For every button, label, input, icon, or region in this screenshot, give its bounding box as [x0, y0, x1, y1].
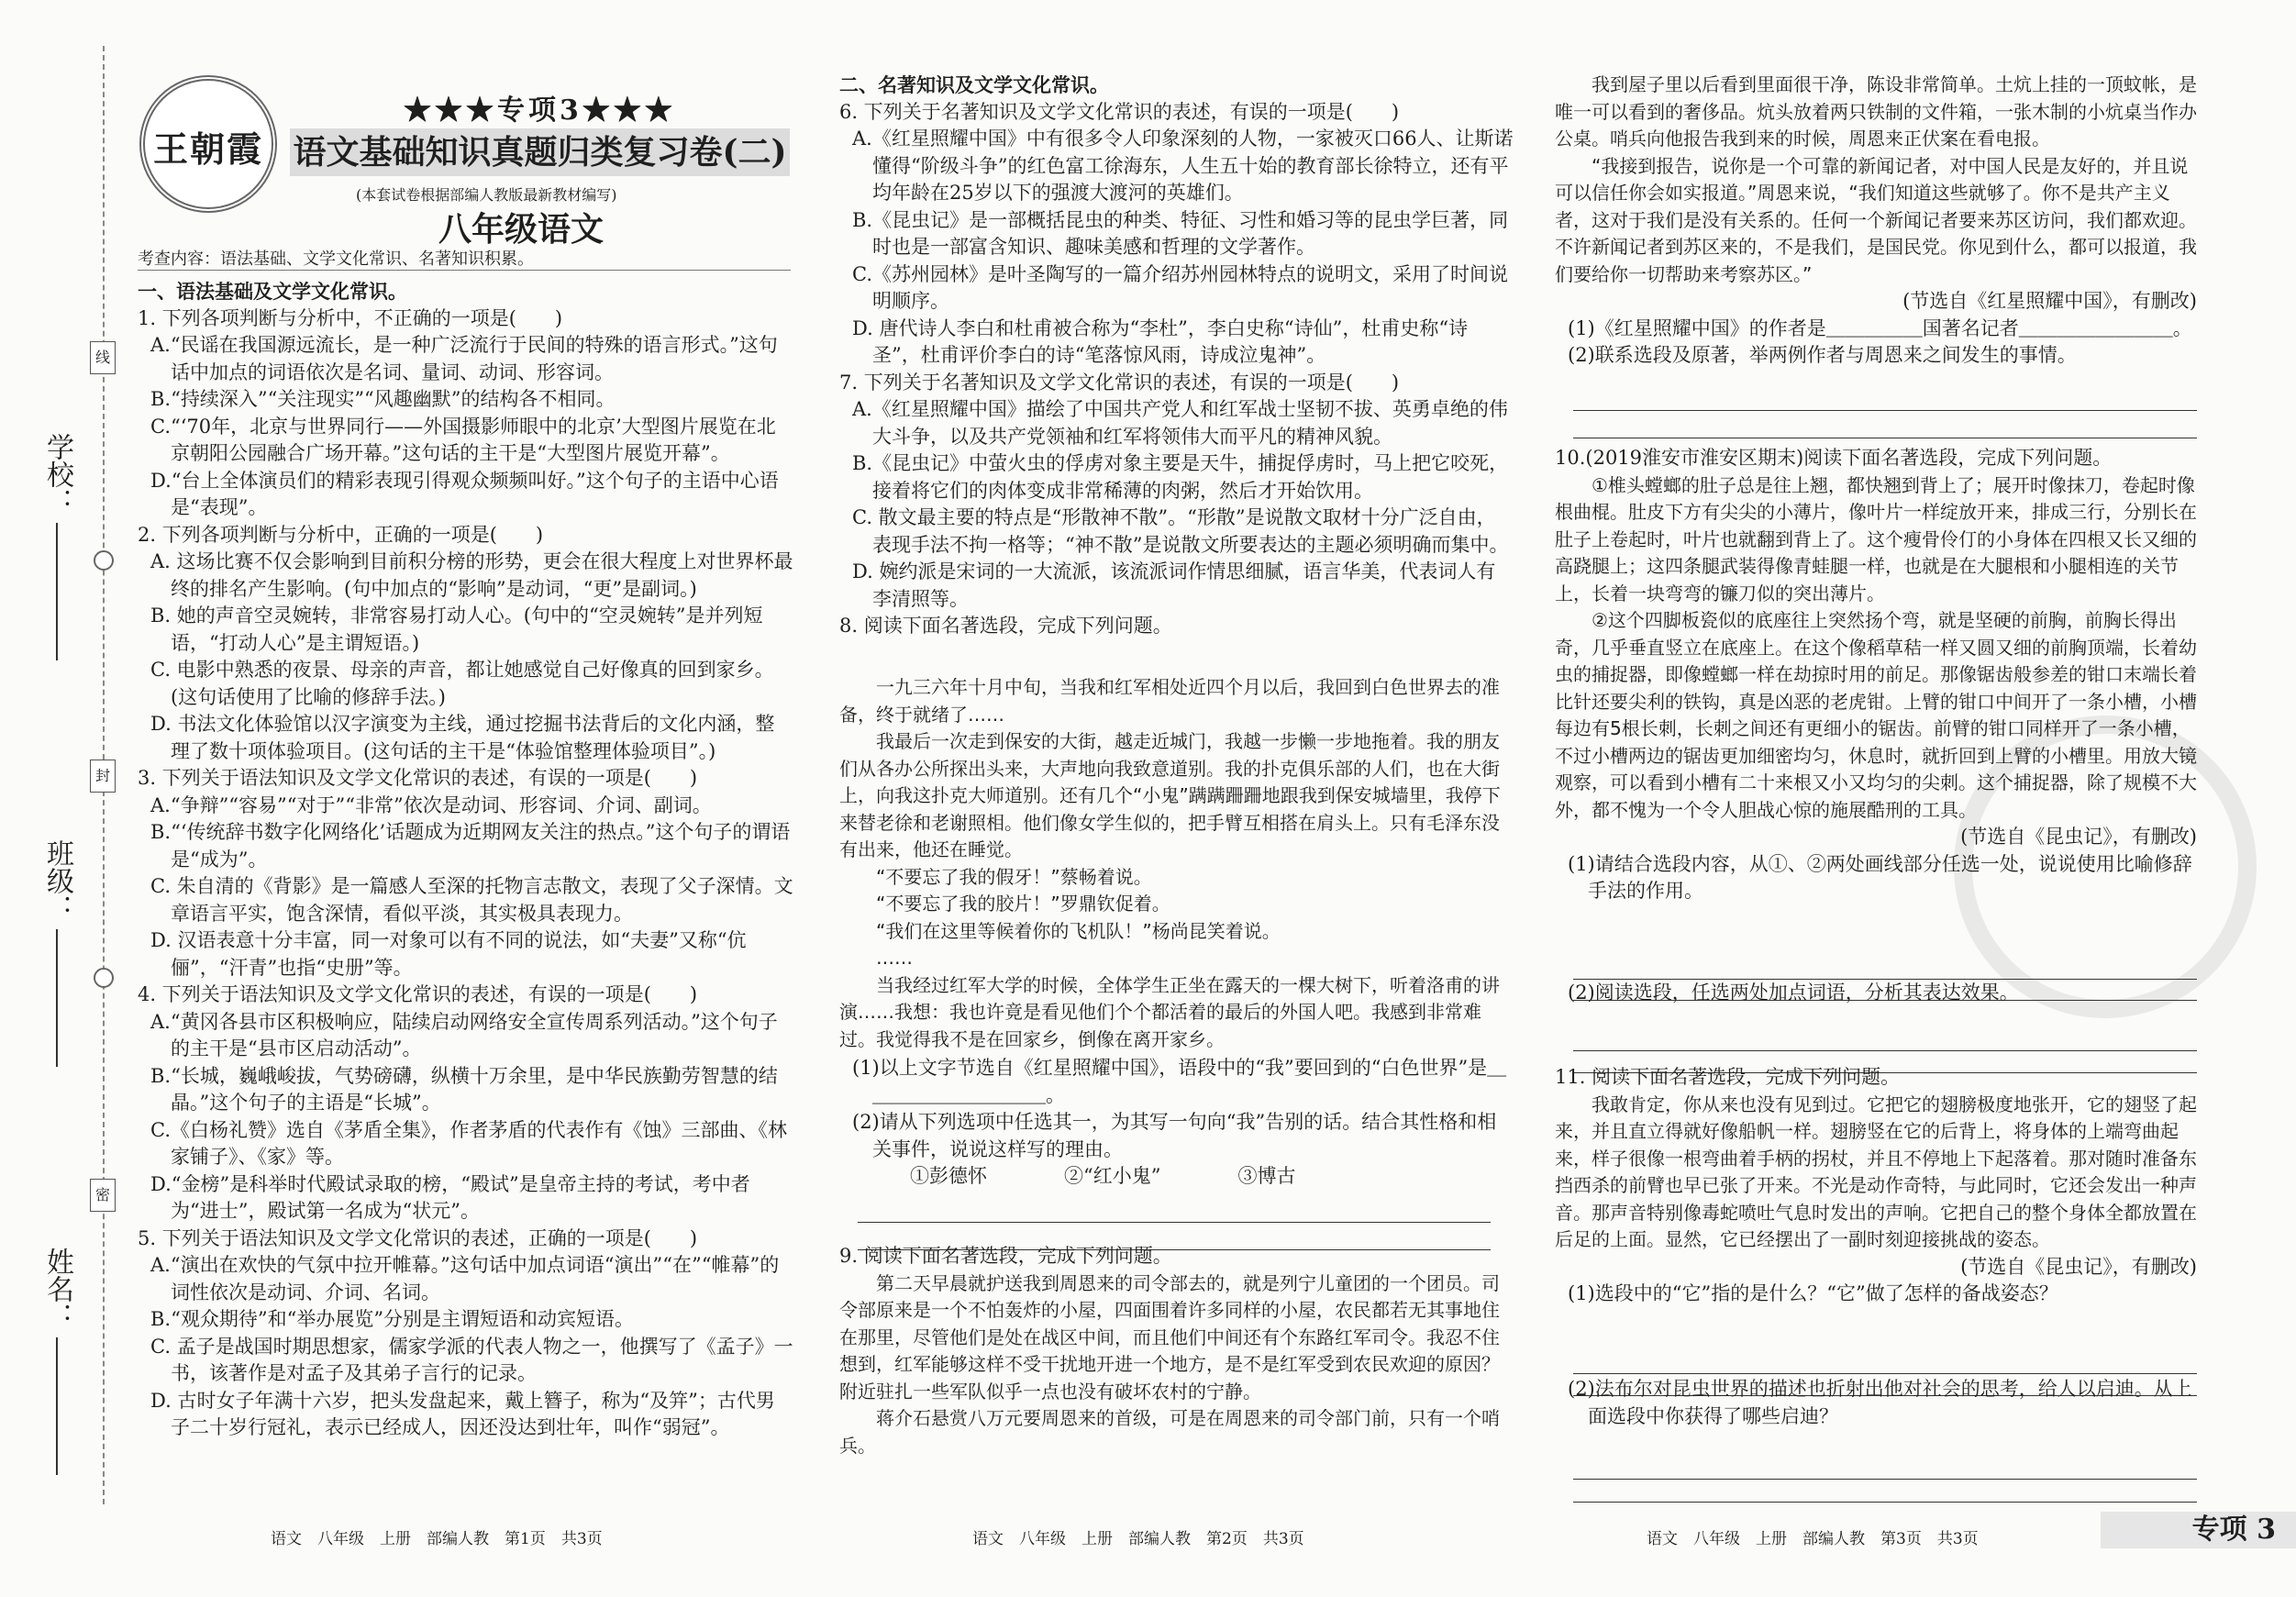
question-option: D. 古时女子年满十六岁，把头发盘起来，戴上簪子，称为“及笄”；古代男子二十岁行冠礼，表示已经成人，因还没达到壮年，叫作“弱冠”。 — [150, 1389, 775, 1438]
passage-paragraph: 当我经过红军大学的时候，全体学生正坐在露天的一棵大树下，听着洛甫的讲演……我想：我也许竟是看见他们个个都活着的最后的外国人吧。我感到非常难过。我觉得我不是在回家乡，倒像在离开家乡。 — [839, 973, 1500, 1050]
question-stem: 5. 下列关于语法知识及文学文化常识的表述，正确的一项是( ) — [138, 1226, 698, 1249]
question-option: A.《红星照耀中国》中有很多令人印象深刻的人物，一家被灭口66人、让斯诺懂得“阶级斗争”的红色富工徐海东，人生五十始的教育部长徐特立，还有平均年龄在25岁以下的强渡大渡河的英雄们。 — [852, 128, 1514, 204]
question-option: A.“民谣在我国源远流长，是一种广泛流行于民间的特殊的语言形式。”这句话中加点的词语依次是名词、量词、动词、形容词。 — [150, 334, 778, 383]
strip-tag-seal: 封 — [90, 760, 116, 793]
class-field[interactable] — [37, 839, 77, 1067]
question-stem: 11. 阅读下面名著选段，完成下列问题。 — [1555, 1066, 1901, 1088]
answer-line[interactable] — [1573, 385, 2197, 411]
question-option: A. 这场比赛不仅会影响到目前积分榜的形势，更会在很大程度上对世界杯最终的排名产生影响。(句中加点的“影响”是动词，“更”是副词。) — [150, 550, 793, 600]
name-field[interactable] — [37, 1248, 77, 1475]
passage-paragraph: ①椎头螳螂的肚子总是往上翘，都快翘到背上了；展开时像抹刀，卷起时像根曲棍。肚皮下方有尖尖的小薄片，像叶片一样绽放开来，排成三行，分别长在肚子上卷起时，叶片也就翻到背上了。这个瘦骨伶仃的小身体在四根又长又细的高跷腿上；这四条腿武装得像青蛙腿一样，也就是在大腿根和小腿相连的关节上，长着一块弯弯的镰刀似的突出薄片。 — [1555, 473, 2197, 604]
question-stem: 9. 阅读下面名著选段，完成下列问题。 — [839, 1245, 1172, 1267]
grade-subject: 八年级语文 — [438, 210, 605, 249]
question-stem: 8. 阅读下面名著选段，完成下列问题。 — [839, 615, 1172, 637]
question-option: B.《昆虫记》中萤火虫的俘虏对象主要是天牛，捕捉俘虏时，马上把它咬死，接着将它们的肉体变成非常稀薄的肉粥，然后才开始饮用。 — [852, 452, 1509, 502]
question-stem: 1. 下列各项判断与分析中，不正确的一项是( ) — [138, 306, 563, 329]
question-stem: 6. 下列关于名著知识及文学文化常识的表述，有误的一项是( ) — [839, 100, 1400, 123]
question-option: B.“长城，巍峨峻拔，气势磅礴，纵横十万余里，是中华民族勤劳智慧的结晶。”这个句子的主语是“长城”。 — [150, 1064, 778, 1114]
question-option: C. 散文最主要的特点是“形散神不散”。“形散”是说散文取材十分广泛自由，表现手法不拘一格等；“神不散”是说散文所要表达的主题必须明确而集中。 — [852, 506, 1509, 556]
question-option: A.《红星照耀中国》描绘了中国共产党人和红军战士坚韧不拔、英勇卓绝的伟大斗争，以及共产党领袖和红军将领伟大而平凡的精神风貌。 — [852, 398, 1508, 448]
passage-paragraph: “我们在这里等候着你的飞机队！”杨尚昆笑着说。 — [876, 919, 1281, 942]
passage-paragraph: 我最后一次走到保安的大街，越走近城门，我越一步懒一步地拖着。我的朋友们从各办公所探出头来，大声地向我致意道别。我的扑克俱乐部的人们，也在大街上，向我这扑克大师道别。还有几个“小鬼”蹒蹒跚跚地跟我到保安城墙里，我停下来替老徐和老谢照相。他们像女学生似的，把手臂互相搭在肩头上。只有毛泽东没有出来，他还在睡觉。 — [839, 730, 1501, 860]
publisher-logo: 王朝霞 — [139, 75, 277, 213]
binding-hole — [94, 968, 114, 988]
question-option: C. 朱自清的《背影》是一篇感人至深的托物言志散文，表现了父子深情。文章语言平实，饱含深情，看似平淡，其实极具表现力。 — [150, 875, 793, 925]
question-option: A.“黄冈各县市区积极响应，陆续启动网络安全宣传周系列活动。”这个句子的主干是“县市区启动活动”。 — [150, 1010, 778, 1059]
question-option: (1)《红星照耀中国》的作者是＿＿＿＿＿国著名记者＿＿＿＿＿＿＿＿。 — [1568, 316, 2192, 339]
passage-paragraph: ②这个四脚板瓷似的底座往上突然扬个弯，就是坚硬的前胸，前胸长得出奇，几乎垂直竖立在底座上。在这个像稻草秸一样又圆又细的前胸顶端，长着幼虫的捕捉器，即像螳螂一样在劫掠时用的前足。那像锯齿般参差的钳口末端长着比针还要尖利的铁钩，真是凶恶的老虎钳。上臂的钳口中间开了一条小槽，小槽每边有5根长刺，长刺之间还有更细小的锯齿。前臂的钳口同样开了一条小槽，不过小槽两边的锯齿更加细密均匀，休息时，就折回到上臂的小槽里。用放大镜观察，可以看到小槽有二十来根又小又均匀的尖刺。这个捕捉器，除了规模不大外，都不愧为一个令人胆战心惊的施展酷刑的工具。 — [1555, 609, 2197, 821]
question-option: D.“金榜”是科举时代殿试录取的榜，“殿试”是皇帝主持的考试，考中者为“进士”，殿试第一名成为“状元”。 — [150, 1172, 750, 1222]
question-option: B.“持续深入”“关注现实”“风趣幽默”的结构各不相同。 — [150, 388, 616, 410]
question-option: C.“‘70年，北京与世界同行——外国摄影师眼中的北京’大型图片展览在北京朝阳公园融合广场开幕。”这句话的主干是“大型图片展览开幕”。 — [150, 415, 776, 464]
series-badge: ★★★专项3★★★ — [404, 94, 676, 127]
question-option: B.“‘传统辞书数字化网络化’话题成为近期网友关注的热点。”这个句子的谓语是“成为”。 — [150, 821, 791, 871]
passage-paragraph: “我接到报告，说你是一个可靠的新闻记者，对中国人民是友好的，并且说可以信任你会如实报道。”周恩来说，“我们知道这些就够了。你不是共产主义者，这对于我们是没有关系的。任何一个新闻记者要来苏区访问，我们都欢迎。不许新闻记者到苏区来的，不是我们，是国民党。你见到什么，都可以报道，我们要给你一切帮助来考察苏区。” — [1555, 154, 2197, 285]
question-stem: 10.(2019淮安市淮安区期末)阅读下面名著选段，完成下列问题。 — [1555, 447, 2113, 469]
question-option: B. 她的声音空灵婉转，非常容易打动人心。(句中的“空灵婉转”是并列短语，“打动人心”是主谓短语。) — [150, 604, 763, 654]
passage-paragraph: “不要忘了我的胶片！”罗鼎钦促着。 — [876, 893, 1170, 915]
passage-paragraph: 我敢肯定，你从来也没有见到过。它把它的翅膀极度地张开，它的翅竖了起来，并且直立得就好像船帆一样。翅膀竖在它的后背上，将身体的上端弯曲起来，样子很像一根弯曲着手柄的拐杖，并且不停地上下起落着。那对随时准备东挡西杀的前臂也早已张了开来。不光是动作奇特，与此同时，它还会发出一种声音。那声音特别像毒蛇喷吐气息时发出的声响。它把自己的整个身体全都放置在后足的上面。显然，它已经摆出了一副时刻迎接挑战的姿态。 — [1555, 1092, 2197, 1250]
passage-paragraph: “不要忘了我的假牙！”蔡畅着说。 — [876, 865, 1152, 888]
question-option: (2)法布尔对昆虫世界的描述也折射出他对社会的思考，给人以启迪。从上面选段中你获得了哪些启迪？ — [1568, 1378, 2192, 1427]
question-option: D. 书法文化体验馆以汉字演变为主线，通过挖掘书法背后的文化内涵，整理了数十项体验项目。(这句话的主干是“体验馆整理体验项目”。) — [150, 713, 775, 762]
section-heading: 二、名著知识及文学文化常识。 — [839, 73, 1109, 96]
question-option: (1)选段中的“它”指的是什么？“它”做了怎样的备战姿态？ — [1568, 1282, 2058, 1304]
question-option: A.“争辩”“容易”“对于”“非常”依次是动词、形容词、介词、副词。 — [150, 793, 712, 816]
passage-9 — [839, 1243, 1514, 1459]
question-stem: 4. 下列关于语法知识及文学文化常识的表述，有误的一项是( ) — [138, 983, 698, 1005]
question-option: D. 唐代诗人李白和杜甫被合称为“李杜”，李白史称“诗仙”，杜甫史称“诗圣”，杜甫评价李白的诗“笔落惊风雨，诗成泣鬼神”。 — [852, 316, 1469, 366]
question-option: C.《苏州园林》是叶圣陶写的一篇介绍苏州园林特点的说明文，采用了时间说明顺序。 — [852, 262, 1508, 312]
question-option: A.“演出在欢快的气氛中拉开帷幕。”这句话中加点词语“演出”“在”“帷幕”的词性依次是动词、介词、名词。 — [150, 1254, 780, 1303]
passage-paragraph: 一九三六年十月中旬，当我和红军相处近四个月以后，我回到白色世界去的准备，终于就绪了…… — [839, 676, 1500, 726]
question-stem: 3. 下列关于语法知识及文学文化常识的表述，有误的一项是( ) — [138, 767, 698, 789]
question-option: C. 孟子是战国时期思想家，儒家学派的代表人物之一，他撰写了《孟子》一书，该著作是对孟子及其弟子言行的记录。 — [150, 1335, 793, 1384]
school-label: 学校： — [41, 433, 73, 516]
strip-tag-dense: 密 — [90, 1179, 116, 1212]
column-2-mcq — [839, 72, 1514, 640]
questions-8 — [839, 1055, 1514, 1191]
section-heading: 一、语法基础及文学文化常识。 — [138, 280, 407, 303]
passage-paragraph: (节选自《红星照耀中国》，有删改) — [1902, 290, 2197, 312]
question-option: (2)联系选段及原著，举两例作者与周恩来之间发生的事情。 — [1568, 344, 2077, 366]
question-option: (1)以上文字节选自《红星照耀中国》，语段中的“我”要回到的“白色世界”是＿＿＿＿＿＿＿＿＿＿。 — [852, 1057, 1507, 1106]
footer-page-2: 语文 八年级 上册 部编人教 第2页 共3页 — [972, 1530, 1304, 1548]
question-option: B.“观众期待”和“举办展览”分别是主谓短语和动宾短语。 — [150, 1308, 635, 1330]
question-option: D. 汉语表意十分丰富，同一对象可以有不同的说法，如“夫妻”又称“伉俪”，“汗青”也指“史册”等。 — [150, 929, 747, 979]
passage-8 — [839, 674, 1514, 1053]
page-title: 语文基础知识真题归类复习卷(二) — [290, 128, 790, 176]
footer-page-3: 语文 八年级 上册 部编人教 第3页 共3页 — [1647, 1530, 1979, 1548]
corner-badge: 专项 3 — [2101, 1512, 2296, 1548]
passage-paragraph: (节选自《昆虫记》，有删改) — [1960, 1255, 2197, 1278]
answer-line[interactable] — [858, 1197, 1491, 1223]
passage-paragraph: …… — [876, 947, 913, 969]
answer-line[interactable] — [1573, 413, 2197, 438]
edition-note: (本套试卷根据部编人教版最新教材编写) — [356, 186, 617, 204]
question-option: C.《白杨礼赞》选自《茅盾全集》，作者茅盾的代表作有《蚀》三部曲、《林家铺子》、《家》等。 — [150, 1118, 787, 1168]
passage-paragraph: (节选自《昆虫记》，有删改) — [1960, 826, 2197, 848]
passage-paragraph: 蒋介石悬赏八万元要周恩来的首级，可是在周恩来的司令部门前，只有一个哨兵。 — [839, 1407, 1500, 1457]
exam-scope: 考查内容：语法基础、文学文化常识、名著知识积累。 — [138, 250, 534, 269]
question-option: (1)请结合选段内容，从①、②两处画线部分任选一处，说说使用比喻修辞手法的作用。 — [1568, 852, 2192, 902]
passage-10 — [1555, 445, 2197, 905]
class-label: 班级： — [41, 839, 73, 922]
name-label: 姓名： — [41, 1248, 73, 1330]
question-option: D.“台上全体演员们的精彩表现引得观众频频叫好。”这个句子的主语中心语是“表现”。 — [150, 469, 779, 518]
question-option: D. 婉约派是宋词的一大流派，该流派词作情思细腻，语言华美，代表词人有李清照等。 — [852, 560, 1496, 610]
question-10-2 — [1555, 980, 2197, 1007]
question-stem: 7. 下列关于名著知识及文学文化常识的表述，有误的一项是( ) — [839, 371, 1400, 394]
answer-line[interactable] — [1573, 1454, 2197, 1480]
passage-9-cont — [1555, 72, 2197, 370]
question-stem: 2. 下列各项判断与分析中，正确的一项是( ) — [138, 523, 544, 546]
school-field[interactable] — [37, 433, 77, 660]
passage-paragraph: 第二天早晨就护送我到周恩来的司令部去的，就是列宁儿童团的一个团员。司令部原来是一个不怕轰炸的小屋，四面围着许多同样的小屋，农民都若无其事地住在那里，尽管他们是处在战区中间，而且他们中间还有个东路红军司令。我忍不住想到，红军能够这样不受干扰地开进一个地方，是不是红军受到农民欢迎的原因？附近驻扎一些军队似乎一点也没有破坏农村的宁静。 — [839, 1271, 1500, 1403]
question-option: B.《昆虫记》是一部概括昆虫的种类、特征、习性和婚习等的昆虫学巨著，同时也是一部富含知识、趣味美感和哲理的文学著作。 — [852, 208, 1509, 258]
answer-line[interactable] — [1573, 1477, 2197, 1503]
question-option: C. 电影中熟悉的夜景、母亲的声音，都让她感觉自己好像真的回到家乡。(这句话使用了比喻的修辞手法。) — [150, 659, 774, 708]
question-11-2 — [1555, 1376, 2197, 1430]
passage-11 — [1555, 1064, 2197, 1308]
question-option: ①彭德怀 ②“红小鬼” ③博古 — [852, 1165, 1296, 1187]
footer-page-1: 语文 八年级 上册 部编人教 第1页 共3页 — [271, 1530, 603, 1548]
column-1 — [138, 278, 793, 1442]
question-option: (2)阅读选段，任选两处加点词语，分析其表达效果。 — [1568, 981, 2019, 1004]
question-option: (2)请从下列选项中任选其一，为其写一句向“我”告别的话。结合其性格和相关事件，说说这样写的理由。 — [852, 1111, 1497, 1160]
strip-tag-line: 线 — [90, 341, 116, 374]
binding-hole — [94, 550, 114, 571]
passage-paragraph: 我到屋子里以后看到里面很干净，陈设非常简单。土炕上挂的一顶蚊帐，是唯一可以看到的奢侈品。炕头放着两只铁制的文件箱，一张木制的小炕桌当作办公桌。哨兵向他报告我到来的时候，周恩来正伏案在看电报。 — [1555, 73, 2197, 150]
header-divider — [138, 270, 791, 271]
